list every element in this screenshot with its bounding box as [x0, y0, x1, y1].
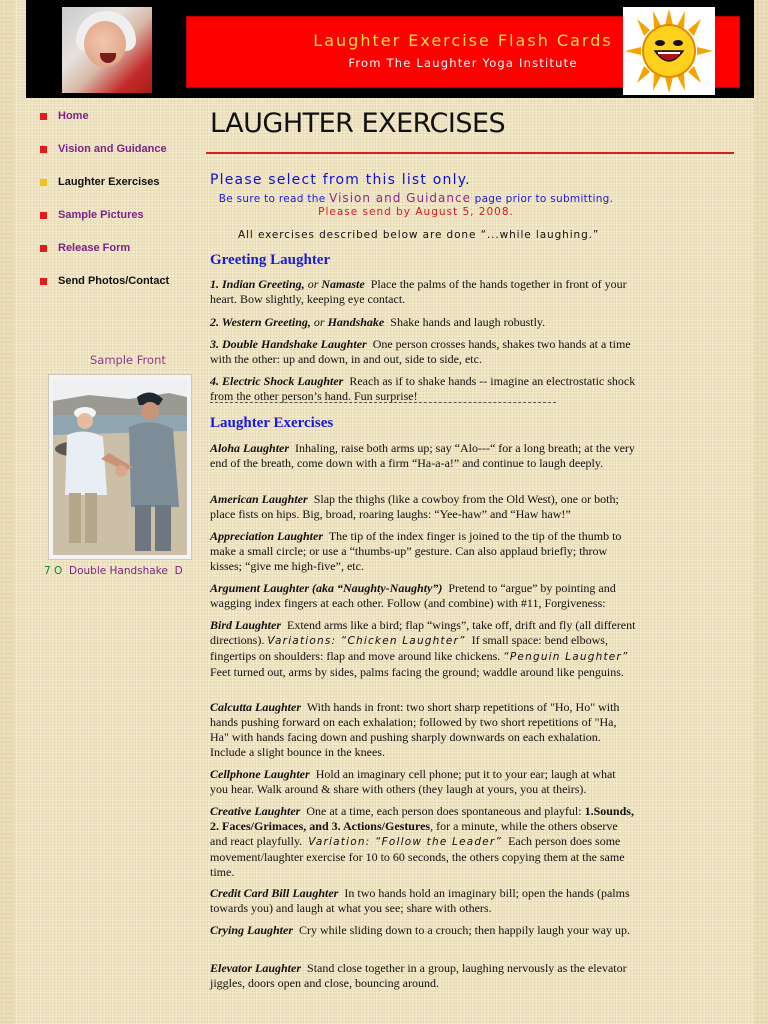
- nav-label[interactable]: Home: [58, 110, 89, 122]
- bullet-icon: [40, 113, 47, 120]
- bullet-icon: [40, 212, 47, 219]
- exercise-entry: Cellphone Laughter Hold an imaginary cell phone; put it to your ear; laugh at what you hear. Walk around & share with others (they laugh at yours, you at theirs).: [210, 767, 616, 796]
- nav-label[interactable]: Sample Pictures: [58, 209, 144, 221]
- sidebar-nav: [40, 110, 200, 308]
- title-divider: [206, 152, 734, 154]
- exercise-entry: 1. Indian Greeting, or Namaste Place the palms of the hands together in front of your heart. Bow slightly, keeping eye contact.: [210, 277, 627, 306]
- bullet-icon: [40, 146, 47, 153]
- nav-item-release-form[interactable]: [40, 242, 200, 275]
- exercise-entry: Aloha Laughter Inhaling, raise both arms up; say “Alo---“ for a long breath; at the very end of the breath, come down with a firm “Ha-a-a!” and continue to laugh deeply.: [210, 441, 635, 470]
- section-divider: [210, 402, 556, 403]
- header-bar: [26, 0, 754, 98]
- nav-item-home[interactable]: [40, 110, 200, 143]
- greeting-laughter-heading: Greeting Laughter: [210, 252, 331, 268]
- while-laughing-note: All exercises described below are done “...while laughing.”: [238, 229, 600, 241]
- sample-front-title: Sample Front: [90, 353, 166, 367]
- exercise-entry: 3. Double Handshake Laughter One person crosses hands, shakes two hands at a time with the other: up and down, in and out, side to side, etc.: [210, 337, 631, 366]
- vision-guidance-link[interactable]: Vision and Guidance: [329, 191, 471, 205]
- bullet-icon: [40, 245, 47, 252]
- exercise-entry: Credit Card Bill Laughter In two hands hold an imaginary bill; open the hands (palms towards you) and laugh at what you see; share with others.: [210, 886, 630, 915]
- laughing-woman-photo: [62, 7, 152, 93]
- bullet-icon: [40, 278, 47, 285]
- exercise-entry: Appreciation Laughter The tip of the index finger is joined to the tip of the thumb to make a small circle; or use a “thumbs-up” gesture. Can also applaud briefly; throw kisses; “give me high-five”, etc.: [210, 529, 622, 573]
- select-instruction: Please select from this list only.: [210, 172, 471, 188]
- nav-label[interactable]: Laughter Exercises: [58, 176, 160, 188]
- sample-front-photo[interactable]: [48, 374, 192, 560]
- nav-label[interactable]: Release Form: [58, 242, 131, 254]
- read-guidance-note: Be sure to read the Vision and Guidance page prior to submitting.: [218, 191, 614, 205]
- laughing-sun-logo: [623, 7, 715, 95]
- page-title: LAUGHTER EXERCISES: [210, 108, 506, 139]
- site-subtitle: From The Laughter Yoga Institute: [348, 56, 578, 70]
- exercise-entry: Creative Laughter One at a time, each person does spontaneous and playful: 1.Sounds, 2. Faces/Grimaces, and 3. Actions/Gestures, for a minute, while the others observe and react playfully. Variation: “Follow the Leader” Each person does some movement/laughter exercise for 10 to 60 seconds, the others copying them at the same time.: [210, 804, 634, 879]
- exercise-entry: Calcutta Laughter With hands in front: two short sharp repetitions of "Ho, Ho" with hands pushing forward on each exhalation; followed by two short repetitions of "Ha, Ha" with hands facing down and pushing sharply downwards on each exhalation. Include a slight bounce in the knees.: [210, 700, 620, 759]
- exercise-entry: Bird Laughter Extend arms like a bird; flap “wings”, take off, drift and fly (all different directions). Variations: “Chicken Laughter” If small space: bend elbows, fingertips on shoulders: flap and move around like chickens. “Penguin Laughter” Feet turned out, arms by sides, palms facing the ground; waddle around like penguins.: [210, 618, 636, 679]
- exercise-entry: Crying Laughter Cry while sliding down to a crouch; then happily laugh your way up.: [210, 923, 630, 937]
- exercise-entry: American Laughter Slap the thighs (like a cowboy from the Old West), one or both; place fists on hips. Big, broad, roaring laughs: “Yee-haw” and “Haw haw!”: [210, 492, 619, 521]
- nav-label[interactable]: Send Photos/Contact: [58, 275, 170, 287]
- laughter-exercises-heading: Laughter Exercises: [210, 415, 334, 431]
- sample-caption: 7 O Double Handshake D: [44, 565, 183, 577]
- exercise-entry: 2. Western Greeting, or Handshake Shake hands and laugh robustly.: [210, 315, 546, 329]
- page: [14, 0, 754, 1024]
- nav-label[interactable]: Vision and Guidance: [58, 143, 167, 155]
- nav-item-sample-pictures[interactable]: [40, 209, 200, 242]
- nav-item-send-photos-contact[interactable]: [40, 275, 200, 308]
- deadline-note: Please send by August 5, 2008.: [318, 206, 514, 218]
- exercise-entry: Argument Laughter (aka “Naughty-Naughty”) Pretend to “argue” by pointing and wagging index fingers at each other. Follow (and combine) with #11, Forgiveness:: [210, 581, 616, 610]
- exercise-entry: Elevator Laughter Stand close together in a group, laughing nervously as the elevator jiggles, doors open and close, bouncing around.: [210, 961, 627, 990]
- bullet-icon: [40, 179, 47, 186]
- nav-item-vision-and-guidance[interactable]: [40, 143, 200, 176]
- site-title: Laughter Exercise Flash Cards: [313, 31, 613, 50]
- nav-item-laughter-exercises[interactable]: [40, 176, 200, 209]
- exercise-entry: 4. Electric Shock Laughter Reach as if to shake hands -- imagine an electrostatic shock from the other person’s hand. Fun surprise!: [210, 374, 636, 403]
